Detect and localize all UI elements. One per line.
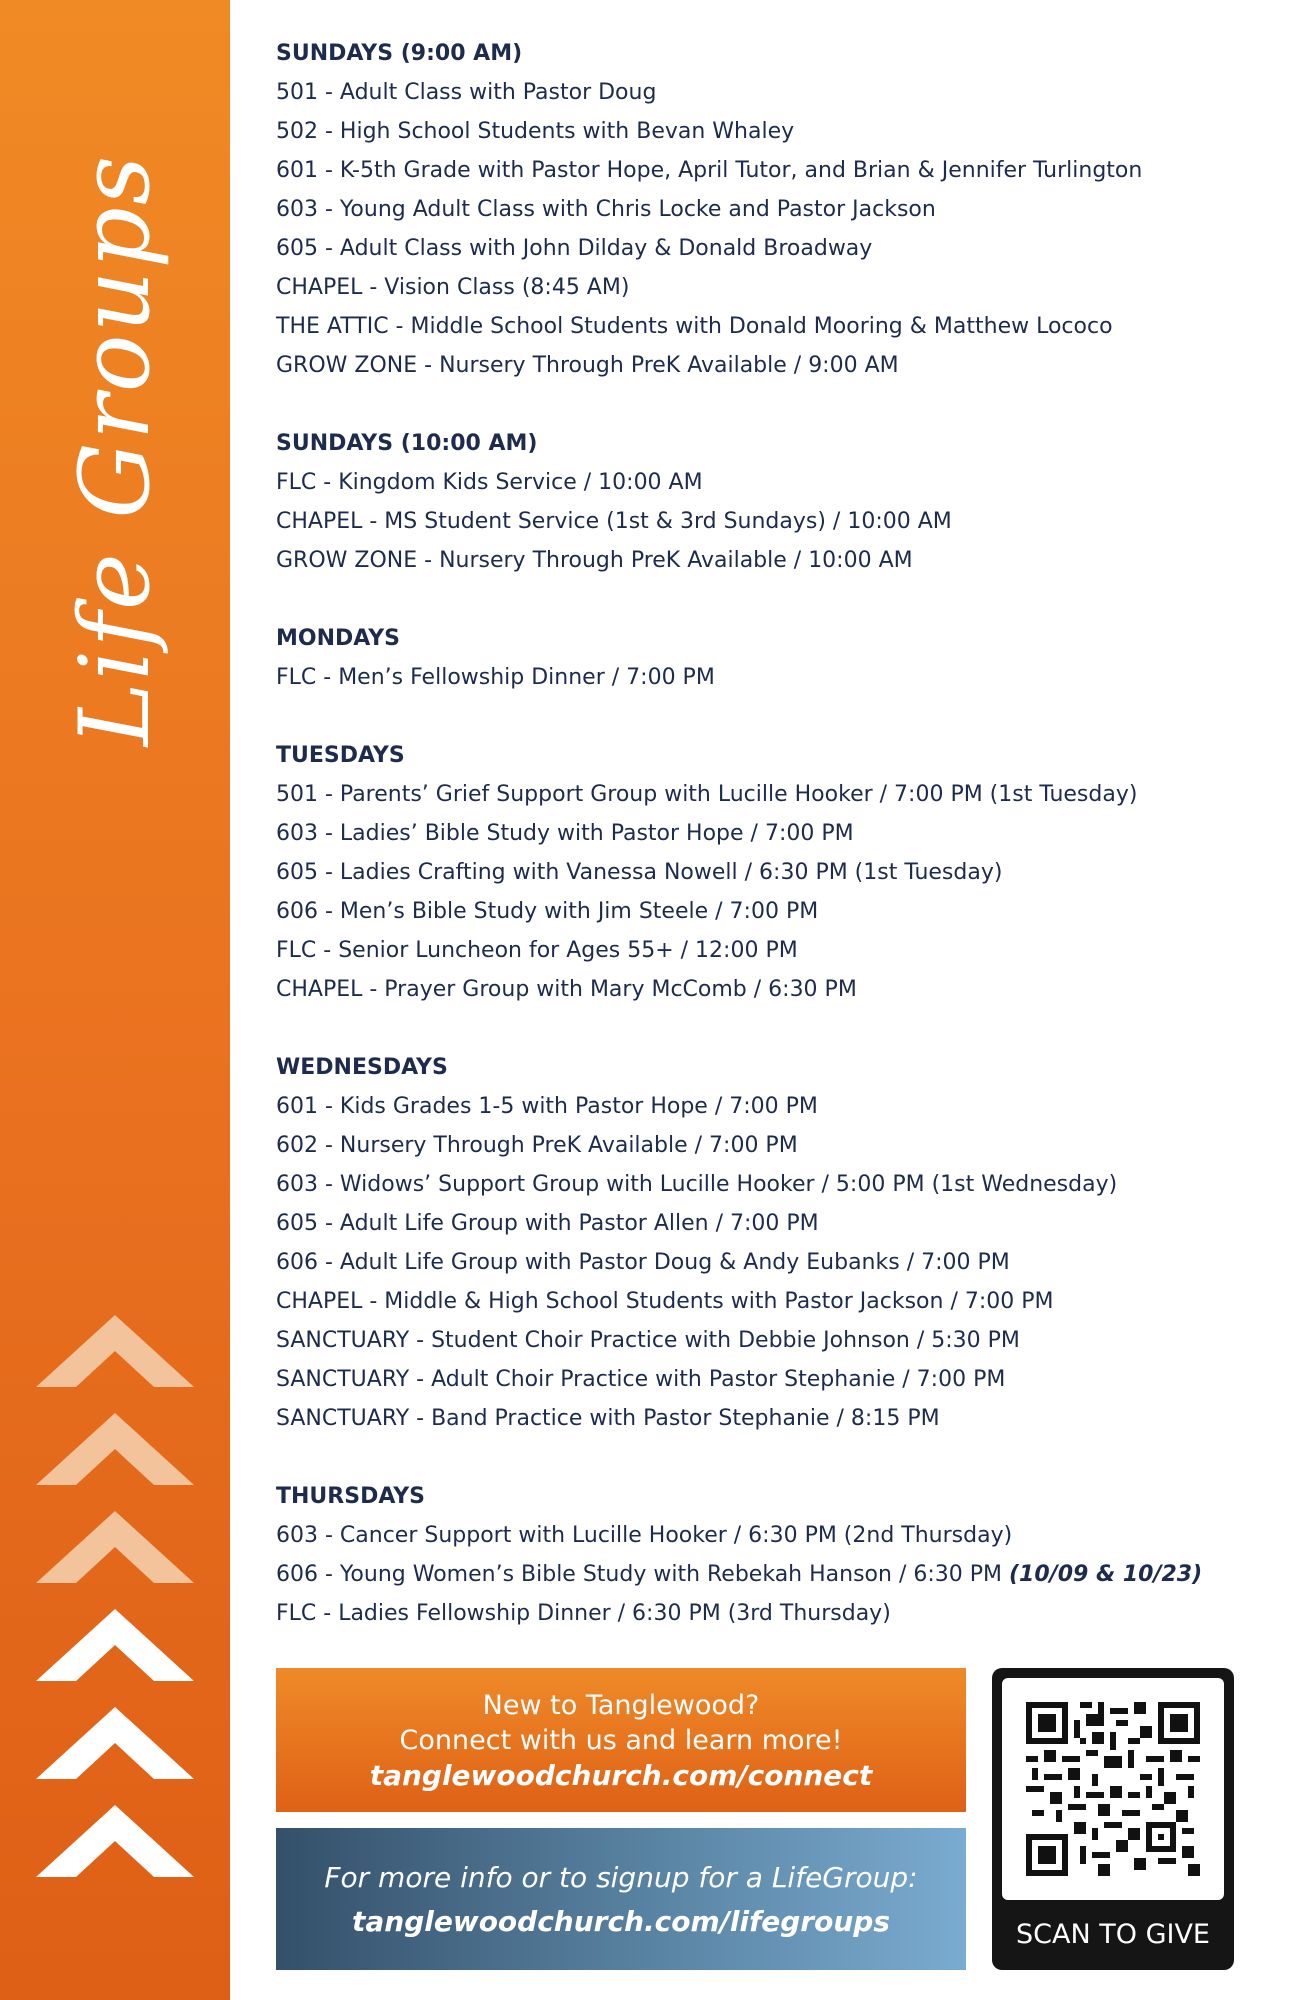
list-item: SANCTUARY - Adult Choir Practice with Pastor Stephanie / 7:00 PM [276, 1367, 1006, 1392]
qr-code-icon[interactable] [1026, 1702, 1200, 1876]
list-item: 603 - Widows’ Support Group with Lucille Hooker / 5:00 PM (1st Wednesday) [276, 1172, 1118, 1197]
section-mondays [276, 619, 1236, 697]
connect-link[interactable]: tanglewoodchurch.com/connect [369, 1759, 873, 1792]
section-heading: SUNDAYS (10:00 AM) [276, 431, 538, 456]
chevron-up-icon [36, 1707, 194, 1779]
list-item: 605 - Ladies Crafting with Vanessa Nowell / 6:30 PM (1st Tuesday) [276, 860, 1003, 885]
list-item: CHAPEL - Prayer Group with Mary McComb / 6:30 PM [276, 977, 857, 1002]
list-item: 606 - Men’s Bible Study with Jim Steele / 7:00 PM [276, 899, 819, 924]
list-item [276, 1555, 1236, 1594]
list-item: 501 - Adult Class with Pastor Doug [276, 80, 657, 105]
chevron-up-icon [36, 1413, 194, 1485]
list-item: SANCTUARY - Student Choir Practice with Debbie Johnson / 5:30 PM [276, 1328, 1020, 1353]
list-item: FLC - Senior Luncheon for Ages 55+ / 12:00 PM [276, 938, 798, 963]
section-heading: MONDAYS [276, 626, 400, 651]
chevron-up-icon [36, 1315, 194, 1387]
chevron-up-icon [36, 1511, 194, 1583]
sidebar [0, 0, 230, 2000]
list-item: FLC - Ladies Fellowship Dinner / 6:30 PM (3rd Thursday) [276, 1601, 891, 1626]
list-item: THE ATTIC - Middle School Students with Donald Mooring & Matthew Lococo [276, 314, 1113, 339]
section-thursdays [276, 1477, 1236, 1633]
list-item: CHAPEL - Middle & High School Students with Pastor Jackson / 7:00 PM [276, 1289, 1054, 1314]
qr-give-card[interactable] [992, 1668, 1234, 1970]
list-item-text: 606 - Young Women’s Bible Study with Rebekah Hanson / 6:30 PM [276, 1562, 1002, 1587]
connect-line-2: Connect with us and learn more! [399, 1725, 843, 1756]
list-item: 603 - Ladies’ Bible Study with Pastor Hope / 7:00 PM [276, 821, 854, 846]
list-item: GROW ZONE - Nursery Through PreK Available / 9:00 AM [276, 353, 899, 378]
qr-frame [1002, 1678, 1224, 1900]
connect-line-1: New to Tanglewood? [482, 1690, 760, 1721]
chevron-up-icon [36, 1609, 194, 1681]
list-item: 602 - Nursery Through PreK Available / 7:00 PM [276, 1133, 798, 1158]
list-item: 606 - Adult Life Group with Pastor Doug & Andy Eubanks / 7:00 PM [276, 1250, 1010, 1275]
lifegroups-line: For more info or to signup for a LifeGroup: [324, 1861, 918, 1894]
list-item: 601 - Kids Grades 1-5 with Pastor Hope / 7:00 PM [276, 1094, 818, 1119]
list-item: 502 - High School Students with Bevan Whaley [276, 119, 795, 144]
section-wednesdays [276, 1048, 1236, 1438]
sidebar-title: Life Groups [59, 153, 171, 747]
section-heading: TUESDAYS [276, 743, 405, 768]
schedule [276, 34, 1236, 1672]
chevron-up-icon [36, 1805, 194, 1877]
qr-label: SCAN TO GIVE [1016, 1919, 1210, 1950]
list-item: 601 - K-5th Grade with Pastor Hope, April Tutor, and Brian & Jennifer Turlington [276, 158, 1143, 183]
list-item: 605 - Adult Class with John Dilday & Donald Broadway [276, 236, 873, 261]
connect-banner[interactable] [276, 1668, 966, 1812]
section-sundays-10am [276, 424, 1236, 580]
section-heading: THURSDAYS [276, 1484, 426, 1509]
list-item: FLC - Men’s Fellowship Dinner / 7:00 PM [276, 665, 715, 690]
lifegroups-banner[interactable] [276, 1828, 966, 1970]
list-item: 605 - Adult Life Group with Pastor Allen / 7:00 PM [276, 1211, 819, 1236]
list-item: 603 - Young Adult Class with Chris Locke and Pastor Jackson [276, 197, 936, 222]
section-sundays-9am [276, 34, 1236, 385]
list-item: CHAPEL - MS Student Service (1st & 3rd Sundays) / 10:00 AM [276, 509, 952, 534]
list-item: 501 - Parents’ Grief Support Group with Lucille Hooker / 7:00 PM (1st Tuesday) [276, 782, 1138, 807]
list-item: GROW ZONE - Nursery Through PreK Available / 10:00 AM [276, 548, 913, 573]
lifegroups-link[interactable]: tanglewoodchurch.com/lifegroups [351, 1905, 890, 1938]
list-item: CHAPEL - Vision Class (8:45 AM) [276, 275, 630, 300]
section-heading: SUNDAYS (9:00 AM) [276, 41, 523, 66]
section-heading: WEDNESDAYS [276, 1055, 448, 1080]
list-item: FLC - Kingdom Kids Service / 10:00 AM [276, 470, 703, 495]
date-note: (10/09 & 10/23) [1009, 1562, 1203, 1587]
section-tuesdays [276, 736, 1236, 1009]
chevron-decoration [36, 1315, 194, 1903]
list-item: SANCTUARY - Band Practice with Pastor Stephanie / 8:15 PM [276, 1406, 940, 1431]
list-item: 603 - Cancer Support with Lucille Hooker / 6:30 PM (2nd Thursday) [276, 1523, 1013, 1548]
